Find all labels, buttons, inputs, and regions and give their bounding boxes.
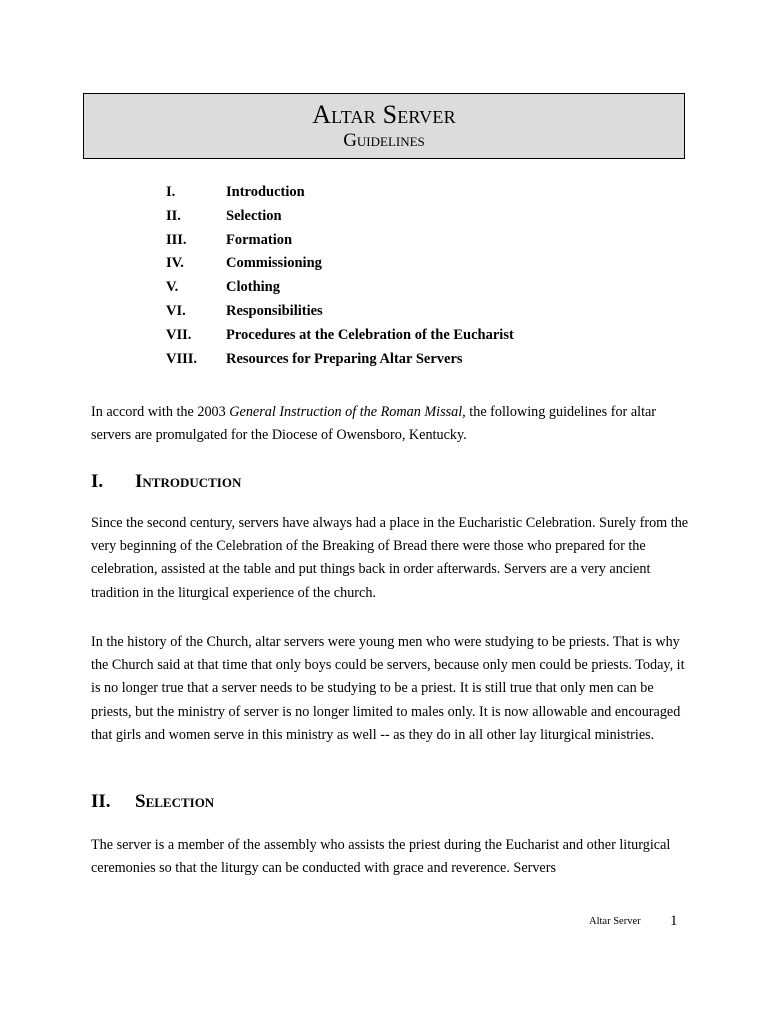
toc-item-label: Procedures at the Celebration of the Eucharist (226, 326, 514, 343)
toc-item (166, 229, 646, 253)
section-heading-introduction (91, 470, 241, 494)
toc-item-label: Introduction (226, 184, 305, 200)
intro-text-before: In accord with the 2003 (91, 404, 230, 420)
toc-item-number: VIII. (166, 350, 198, 367)
toc-item-label: Responsibilities (226, 302, 323, 319)
toc-item-number: IV. (166, 255, 184, 272)
introduction-paragraph-1: Since the second century, servers have always had a place in the Eucharistic Celebration. Surely from the very beginning of the Celebration of the Breaking of Bread there were those who prepared for the celebration, assisted at the table and put things back in order afterwards. Servers are a very ancient tradition in the liturgical experience of the church. (91, 515, 689, 601)
toc-item (166, 252, 646, 276)
toc-item-number: V. (166, 279, 179, 296)
section-title: Selection (135, 791, 215, 812)
document-title: Altar Server (312, 100, 456, 129)
footer-document-label: Altar Server (589, 916, 641, 927)
toc-item-number: VII. (166, 326, 192, 343)
page-number: 1 (670, 913, 678, 929)
introduction-paragraph-2: In the history of the Church, altar servers were young men who were studying to be priests. That is why the Church said at that time that only boys could be servers, because only men could be priests. Today, it is no longer true that a server needs to be studying to be a priest. It is still true that only men can be priests, but the ministry of server is no longer limited to males only. It is now allowable and encouraged that girls and women serve in this ministry as well -- as they do in all other lay liturgical ministries. (91, 634, 685, 743)
toc-item-number: II. (166, 207, 181, 224)
intro-text-after: the following guidelines for altar servers are promulgated for the Diocese of Owensboro, Kentucky. (91, 404, 657, 444)
toc-item-label: Selection (226, 207, 282, 224)
toc-item-label: Resources for Preparing Altar Servers (226, 350, 463, 367)
toc-item-label: Clothing (226, 279, 280, 296)
section-number: II. (91, 791, 111, 812)
section-heading-selection (91, 790, 214, 814)
document-title-box (83, 93, 685, 159)
toc-item (166, 348, 646, 372)
toc-item-number: III. (166, 231, 187, 248)
document-subtitle: Guidelines (343, 130, 425, 151)
intro-paragraph (91, 401, 691, 447)
girm-title: General Instruction of the Roman Missal, (229, 404, 466, 420)
toc-item (166, 181, 646, 205)
table-of-contents (166, 181, 646, 371)
toc-item-label: Formation (226, 231, 293, 248)
toc-item-label: Commissioning (226, 255, 322, 272)
section-title: Introduction (135, 471, 242, 492)
selection-paragraph-1: The server is a member of the assembly who assists the priest during the Eucharist and other liturgical ceremonies so that the liturgy can be conducted with grace and reverence. Servers (91, 837, 671, 877)
section-number: I. (91, 471, 104, 492)
toc-item-number: I. (166, 184, 176, 200)
toc-item (166, 205, 646, 229)
toc-item (166, 300, 646, 324)
toc-item (166, 324, 646, 348)
toc-item (166, 276, 646, 300)
toc-item-number: VI. (166, 302, 186, 319)
